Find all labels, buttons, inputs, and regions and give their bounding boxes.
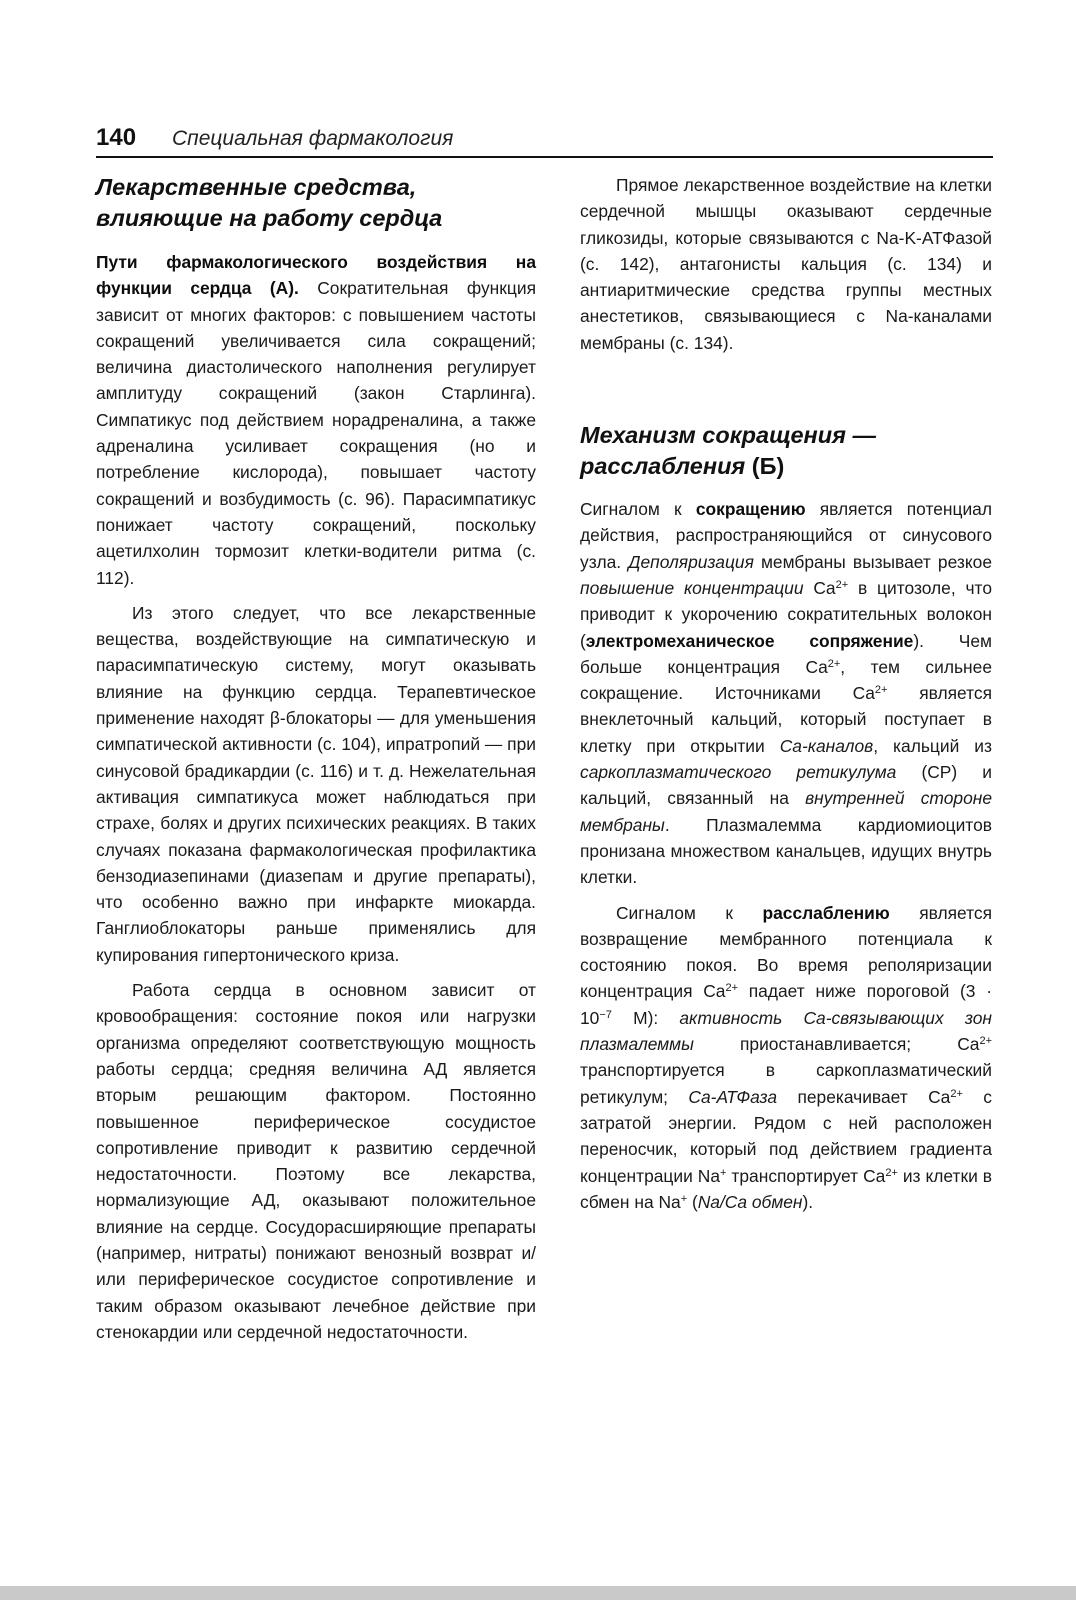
page-number: 140 bbox=[96, 124, 137, 151]
running-title: Специальная фармакология bbox=[172, 127, 454, 150]
figure-reference: (Б) bbox=[751, 453, 785, 480]
section-heading-mechanism bbox=[580, 420, 992, 482]
scan-edge bbox=[0, 1586, 1076, 1600]
paragraph-drug-effects: Из этого следует, что все лекарственные вещества, воздействующие на симпатическую и парасимпатическую систему, могут оказывать влияние на функцию сердца. Терапевтическое применение находят β-блокаторы — для уменьшения симпатической активности (с. 104), ипратропий — при синусовой брадикардии (с. 116) и т. д. Нежелательная активация симпатикуса может наблюдаться при страхе, болях и других психических реакциях. В таких случаях показана фармакологическая профилактика бензодиазепинами (диазепам и другие препараты), что особенно важно при инфаркте миокарда. Ганглиоблокаторы раньше применялись для купирования гипертонического криза. bbox=[96, 602, 536, 965]
left-column bbox=[96, 172, 536, 1345]
right-column bbox=[580, 172, 992, 1215]
paragraph-relaxation: Сигналом к расслаблению является возвращение мембранного потенциала к состоянию покоя. Во время реполяризации концентрация $Ca^{2+}$ падает ниже пороговой ($3 \cdot 10^{-7}$ М): активность Ca-связывающих зон плазмалеммы приостанавливается; $Ca^{2+}$ транспортируется в саркоплазматический ретикулум; Ca-АТФаза перекачивает $Ca^{2+}$ с затратой энергии. Рядом с ней расположен переносчик, который под действием градиента концентрации Na+ транспортирует $Ca^{2+}$ из клетки в сбмен на Na+ (Na/Ca обмен). bbox=[580, 902, 992, 1212]
section-heading-drugs bbox=[96, 172, 536, 234]
heading-line-2: расслабления bbox=[580, 453, 746, 480]
heading-line-1: Механизм сокращения — bbox=[580, 422, 876, 449]
bold-lead: Пути фармакологического воздействия на функции сердца (А). bbox=[96, 252, 536, 299]
paragraph-pathways: Пути фармакологического воздействия на функции сердца (А). Сократительная функция зависит от многих факторов: с повышением частоты сокращений увеличивается сила сокращений; величина диастолического наполнения регулирует амплитуду сокращений (закон Старлинга). Симпатикус под действием норадреналина, а также адреналина усиливает сокращения (но и потребление кислорода), повышает частоту сокращений и возбудимость (с. 96). Парасимпатикус понижает частоту сокращений, поскольку ацетилхолин тормозит клетки-водители ритма (с. 112). bbox=[96, 252, 536, 588]
paragraph-circulation: Работа сердца в основном зависит от кровообращения: состояние покоя или нагрузки организма определяют соответствующую мощность работы сердца; средняя величина АД является вторым решающим фактором. Постоянно повышенное периферическое сосудистое сопротивление приводит к развитию сердечной недостаточности. Поэтому все лекарства, нормализующие АД, оказывают положительное влияние на сердце. Сосудорасширяющие препараты (например, нитраты) понижают венозный возврат и/или периферическое сосудистое сопротивление и таким образом оказывают лечебное действие при стенокардии или сердечной недостаточности. bbox=[96, 980, 536, 1342]
paragraph-contraction: Сигналом к сокращению является потенциал действия, распространяющийся от синусового узла. Деполяризация мембраны вызывает резкое повышение концентрации $Ca^{2+}$ в цитозоле, что приводит к укорочению сократительных волокон (электромеханическое сопряжение). Чем больше концентрация $Ca^{2+}$, тем сильнее сокращение. Источниками $Ca^{2+}$ является внеклеточный кальций, который поступает в клетку при открытии Ca-каналов, кальций из саркоплазматического ретикулума (СР) и кальций, связанный на внутренней стороне мембраны. Плазмалемма кардиомиоцитов пронизана множеством канальцев, идущих внутрь клетки. bbox=[580, 499, 992, 888]
page-header bbox=[96, 120, 993, 158]
heading-line-1: Лекарственные средства, bbox=[96, 174, 417, 200]
paragraph-direct-action: Прямое лекарственное воздействие на клетки сердечной мышцы оказывают сердечные гликозиды, которые связываются с Na-K-АТФазой (с. 142), антагонисты кальция (с. 134) и антиаритмические средства группы местных анестетиков, связывающиеся с Na-каналами мембраны (с. 134). bbox=[580, 175, 992, 353]
heading-line-2: влияющие на работу сердца bbox=[96, 205, 443, 231]
